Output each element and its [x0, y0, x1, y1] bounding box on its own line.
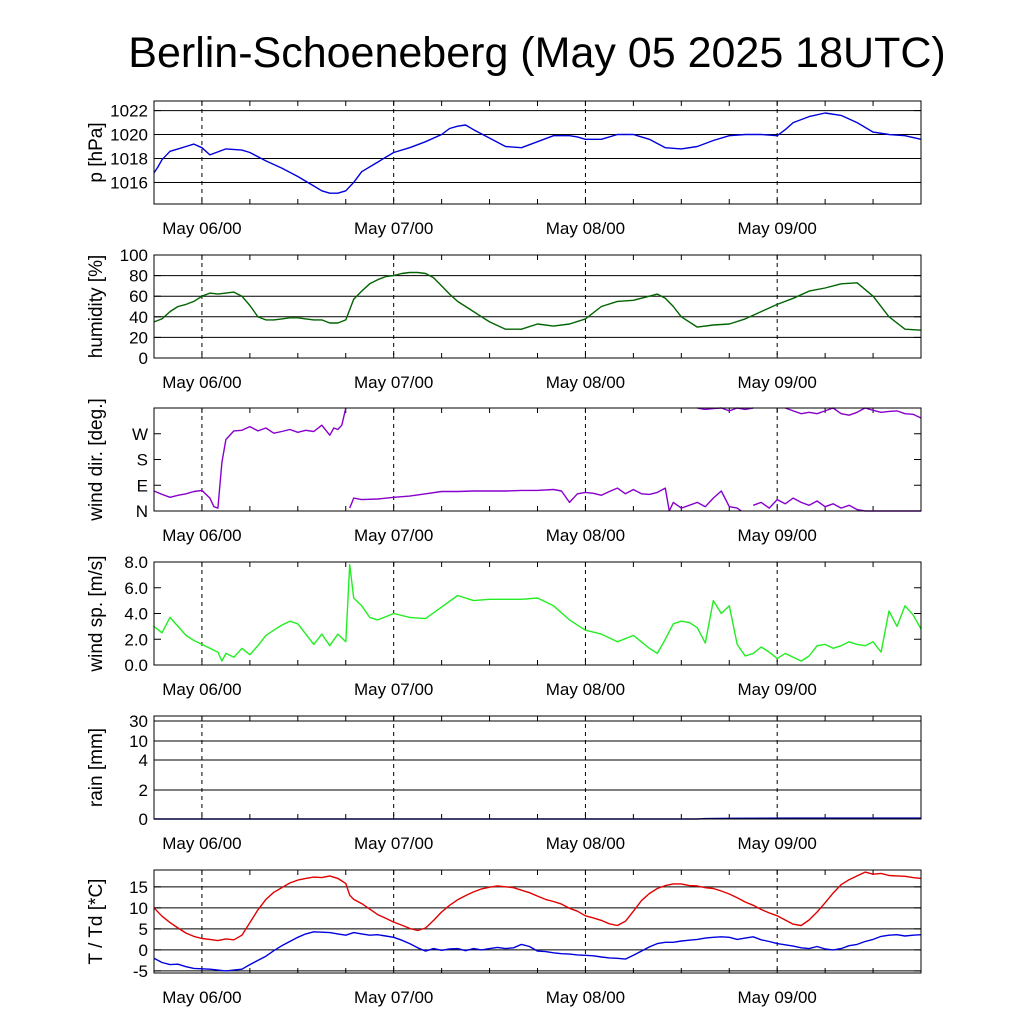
y-tick-label: 4 [138, 751, 148, 770]
x-tick-label: May 07/00 [353, 219, 434, 238]
y-tick-label: 1016 [110, 173, 148, 193]
series-line-1 [154, 273, 921, 331]
plot-frame [154, 255, 921, 358]
y-tick-label: 30 [129, 712, 148, 731]
y-tick-label: 80 [129, 266, 148, 286]
x-tick-label: May 09/00 [737, 373, 817, 392]
y-tick-label: W [131, 424, 148, 444]
series-line-4 [753, 498, 921, 511]
y-tick-label: 2.0 [124, 630, 148, 650]
panel-4 [86, 553, 921, 699]
x-tick-label: May 07/00 [353, 680, 434, 699]
x-tick-label: May 08/00 [545, 988, 626, 1007]
y-tick-label: 6.0 [124, 578, 148, 598]
x-tick-label: May 06/00 [162, 988, 242, 1007]
y-tick-label: 0 [138, 810, 148, 829]
x-tick-label: May 06/00 [162, 219, 242, 238]
series-line-1 [154, 113, 921, 193]
panel-3 [86, 398, 921, 545]
y-tick-label: 0.0 [124, 656, 148, 675]
y-tick-label: 5 [138, 919, 148, 939]
y-axis-label: wind dir. [deg.] [86, 398, 107, 521]
y-axis-label: rain [mm] [86, 727, 107, 808]
y-tick-label: -5 [132, 961, 148, 981]
panel-1 [86, 101, 921, 238]
x-tick-label: May 09/00 [737, 988, 817, 1007]
series-td [154, 932, 921, 971]
panel-2 [86, 246, 921, 392]
y-axis-label: humidity [%] [86, 254, 107, 359]
x-tick-label: May 06/00 [162, 526, 242, 545]
x-tick-label: May 06/00 [162, 373, 242, 392]
y-tick-label: 4.0 [124, 604, 148, 624]
panel-6 [86, 870, 921, 1007]
y-tick-label: 60 [129, 287, 148, 307]
series-line-1 [154, 565, 921, 662]
x-tick-label: May 07/00 [353, 526, 434, 545]
x-tick-label: May 09/00 [737, 526, 817, 545]
y-tick-label: N [135, 502, 148, 521]
x-tick-label: May 08/00 [545, 219, 626, 238]
y-tick-label: 0 [138, 940, 148, 960]
x-tick-label: May 07/00 [353, 834, 434, 853]
plot-frame [154, 408, 921, 511]
y-tick-label: S [136, 450, 148, 470]
y-tick-label: 0 [138, 349, 148, 368]
y-tick-label: E [136, 476, 148, 496]
y-tick-label: 40 [129, 307, 148, 327]
series-line-1 [154, 408, 346, 508]
y-axis-label: p [hPa] [86, 122, 107, 183]
y-tick-label: 2 [138, 781, 148, 800]
series-line-2 [350, 488, 670, 511]
y-tick-label: 8.0 [124, 553, 148, 572]
y-tick-label: 1022 [110, 101, 148, 121]
chart-title: Berlin-Schoeneberg (May 05 2025 18UTC) [128, 29, 946, 77]
x-tick-label: May 08/00 [545, 526, 626, 545]
y-tick-label: 20 [129, 328, 148, 348]
plot-frame [154, 562, 921, 665]
y-tick-label: 1018 [110, 149, 148, 169]
x-tick-label: May 09/00 [737, 834, 817, 853]
y-axis-label: T / Td [*C] [86, 878, 107, 965]
panel-5 [86, 712, 921, 853]
x-tick-label: May 08/00 [545, 680, 626, 699]
x-tick-label: May 07/00 [353, 988, 434, 1007]
plot-frame [154, 716, 921, 819]
x-tick-label: May 06/00 [162, 680, 242, 699]
y-tick-label: 10 [129, 732, 148, 751]
y-tick-label: 1020 [110, 125, 148, 145]
x-tick-label: May 09/00 [737, 680, 817, 699]
y-tick-label: 15 [129, 877, 148, 897]
y-axis-label: wind sp. [m/s] [86, 555, 107, 672]
y-tick-label: 10 [129, 898, 148, 918]
x-tick-label: May 08/00 [545, 834, 626, 853]
series-line-6 [785, 408, 921, 418]
y-tick-label: 100 [119, 246, 148, 265]
panels [86, 101, 921, 1007]
x-tick-label: May 07/00 [353, 373, 434, 392]
series-line-3 [669, 491, 741, 511]
plot-frame [154, 101, 921, 204]
x-tick-label: May 09/00 [737, 219, 817, 238]
x-tick-label: May 06/00 [162, 834, 242, 853]
x-tick-label: May 08/00 [545, 373, 626, 392]
series-t [154, 872, 921, 941]
